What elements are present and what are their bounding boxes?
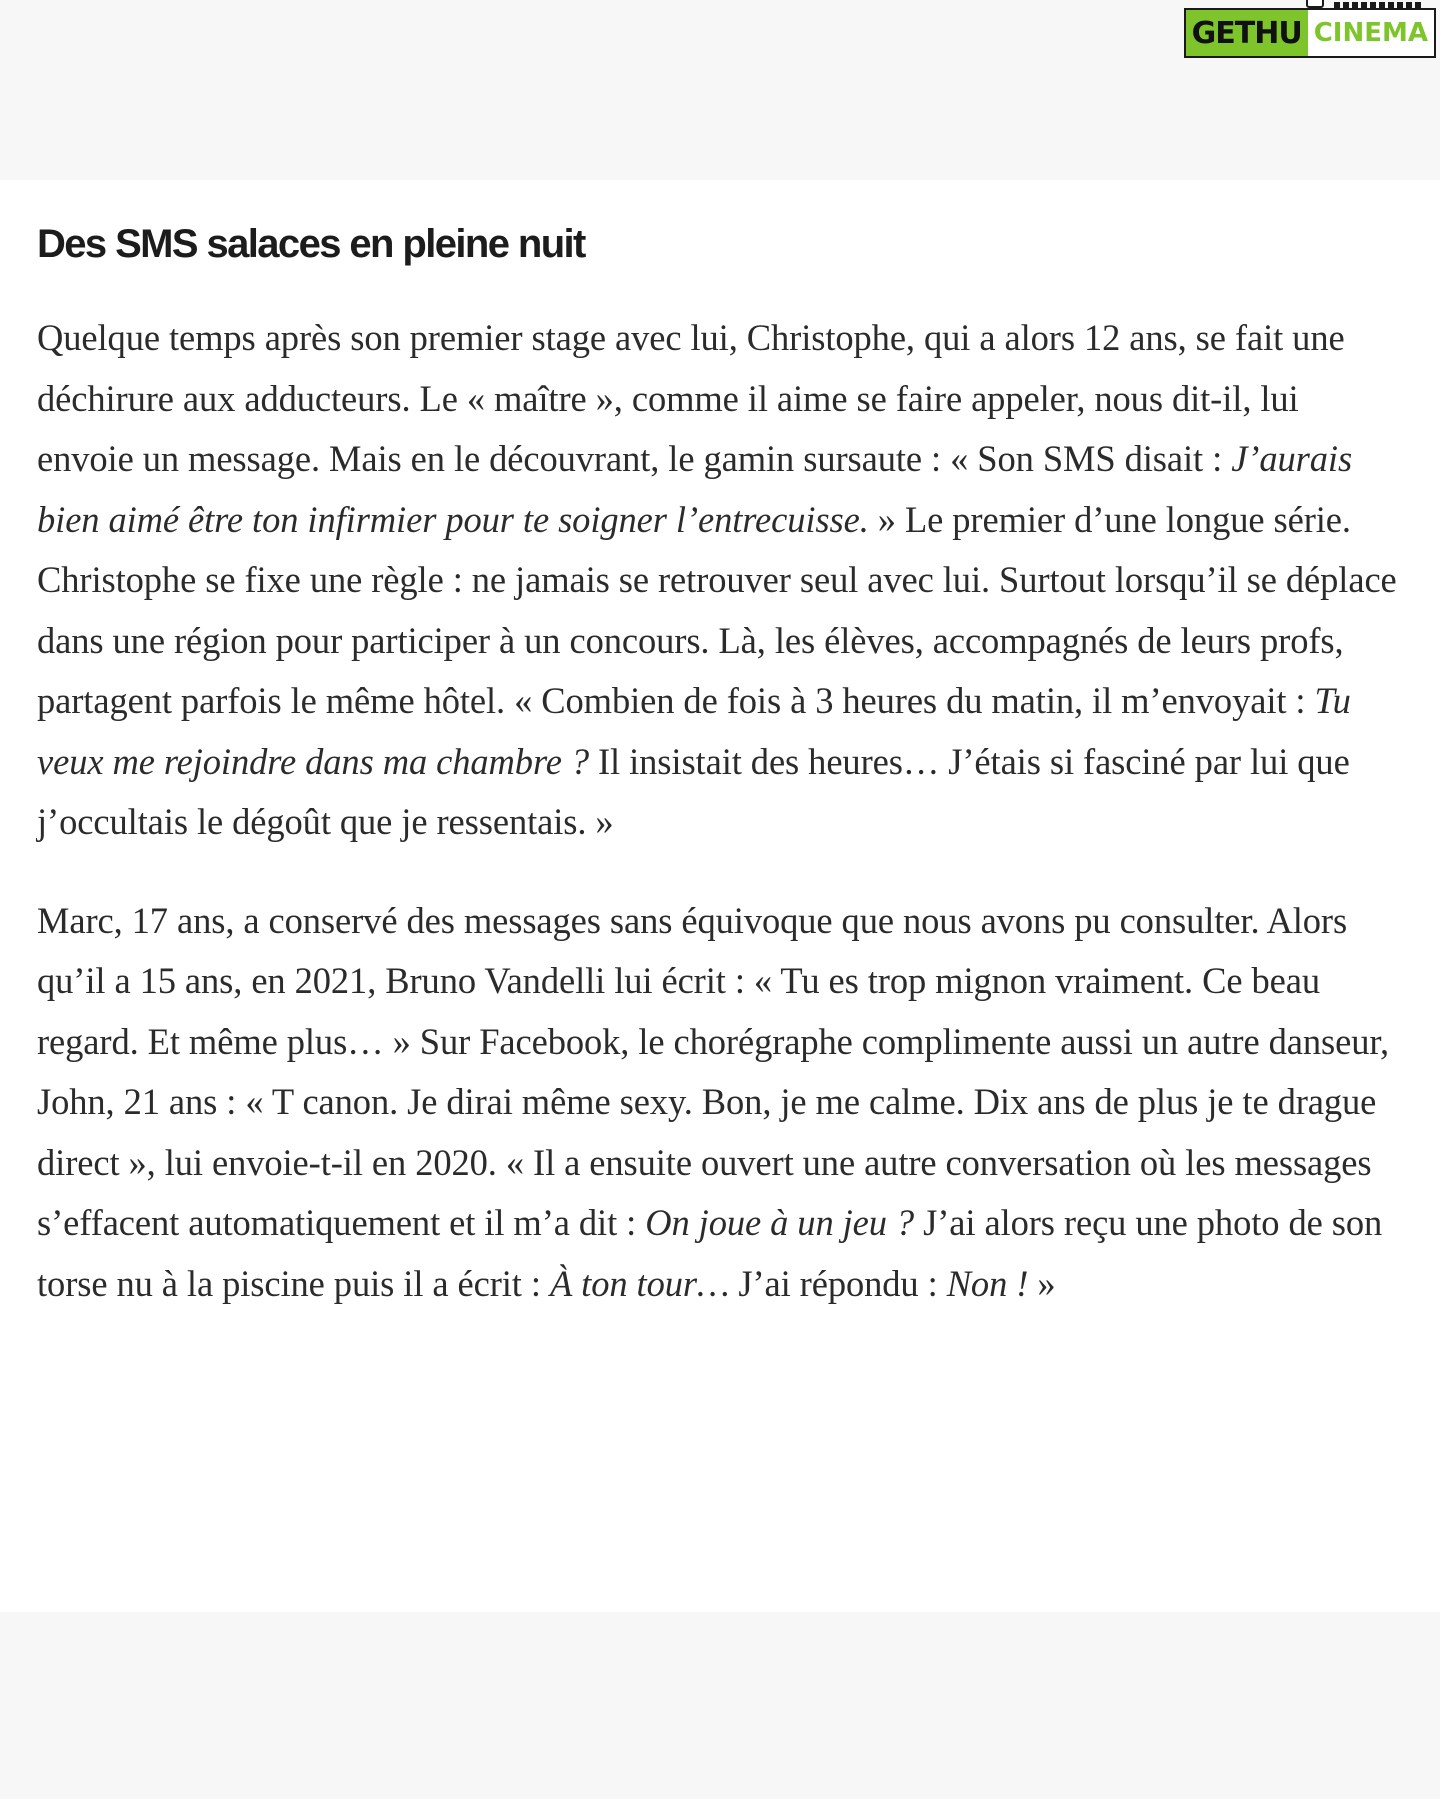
quoted-message: J’aurais bien aimé être ton infirmier pour te soigner l’entrecuisse. — [37, 438, 1353, 540]
quoted-message: On joue à un jeu ? — [645, 1202, 915, 1243]
paragraph-2 — [37, 891, 1404, 1315]
quoted-message: Tu veux me rejoindre dans ma chambre ? — [37, 680, 1351, 782]
text-run: J’ai répondu : — [729, 1262, 947, 1304]
text-run: » — [1028, 1262, 1056, 1304]
article-card — [0, 180, 1440, 1612]
camera-icon — [1306, 0, 1324, 8]
section-heading: Des SMS salaces en pleine nuit — [37, 222, 585, 266]
text-run: Il insistait des heures… J’étais si fasciné par lui que j’occultais le dégoût que je ressentais. » — [37, 740, 1350, 842]
text-run: Marc, 17 ans, a conservé des messages sans équivoque que nous avons pu consulter. Alors qu’il a 15 ans, en 2021, Bruno Vandelli lui écrit : « Tu es trop mignon vraiment. Ce beau regard. Et même plus… » Sur Facebook, le chorégraphe complimente aussi un autre danseur, John, 21 ans : « T canon. Je dirai même sexy. Bon, je me calme. Dix ans de plus je te drague direct », lui envoie-t-il en 2020. « Il a ensuite ouvert une autre conversation où les messages s’effacent automatiquement et il m’a dit : — [37, 899, 1389, 1243]
watermark-logo — [1184, 8, 1436, 58]
film-strip-icon — [1334, 0, 1424, 10]
text-run: J’ai alors reçu une photo de son torse nu à la piscine puis il a écrit : — [37, 1202, 1383, 1304]
text-run: » Le premier d’une longue série. Christophe se fixe une règle : ne jamais se retrouver seul avec lui. Surtout lorsqu’il se déplace dans une région pour participer à un concours. Là, les élèves, accompagnés de leurs profs, partagent parfois le même hôtel. « Combien de fois à 3 heures du matin, il m’envoyait : — [37, 498, 1397, 721]
watermark-brand-left: GETHU — [1186, 10, 1308, 56]
paragraph-1 — [37, 308, 1404, 853]
text-run: Quelque temps après son premier stage avec lui, Christophe, qui a alors 12 ans, se fait une déchirure aux adducteurs. Le « maître », comme il aime se faire appeler, nous dit-il, lui envoie un message. Mais en le découvrant, le gamin sursaute : « Son SMS disait : — [37, 317, 1345, 479]
quoted-message: À ton tour… — [549, 1262, 730, 1304]
quoted-message: Non ! — [946, 1262, 1029, 1304]
watermark-brand-right: CINEMA — [1308, 10, 1434, 56]
